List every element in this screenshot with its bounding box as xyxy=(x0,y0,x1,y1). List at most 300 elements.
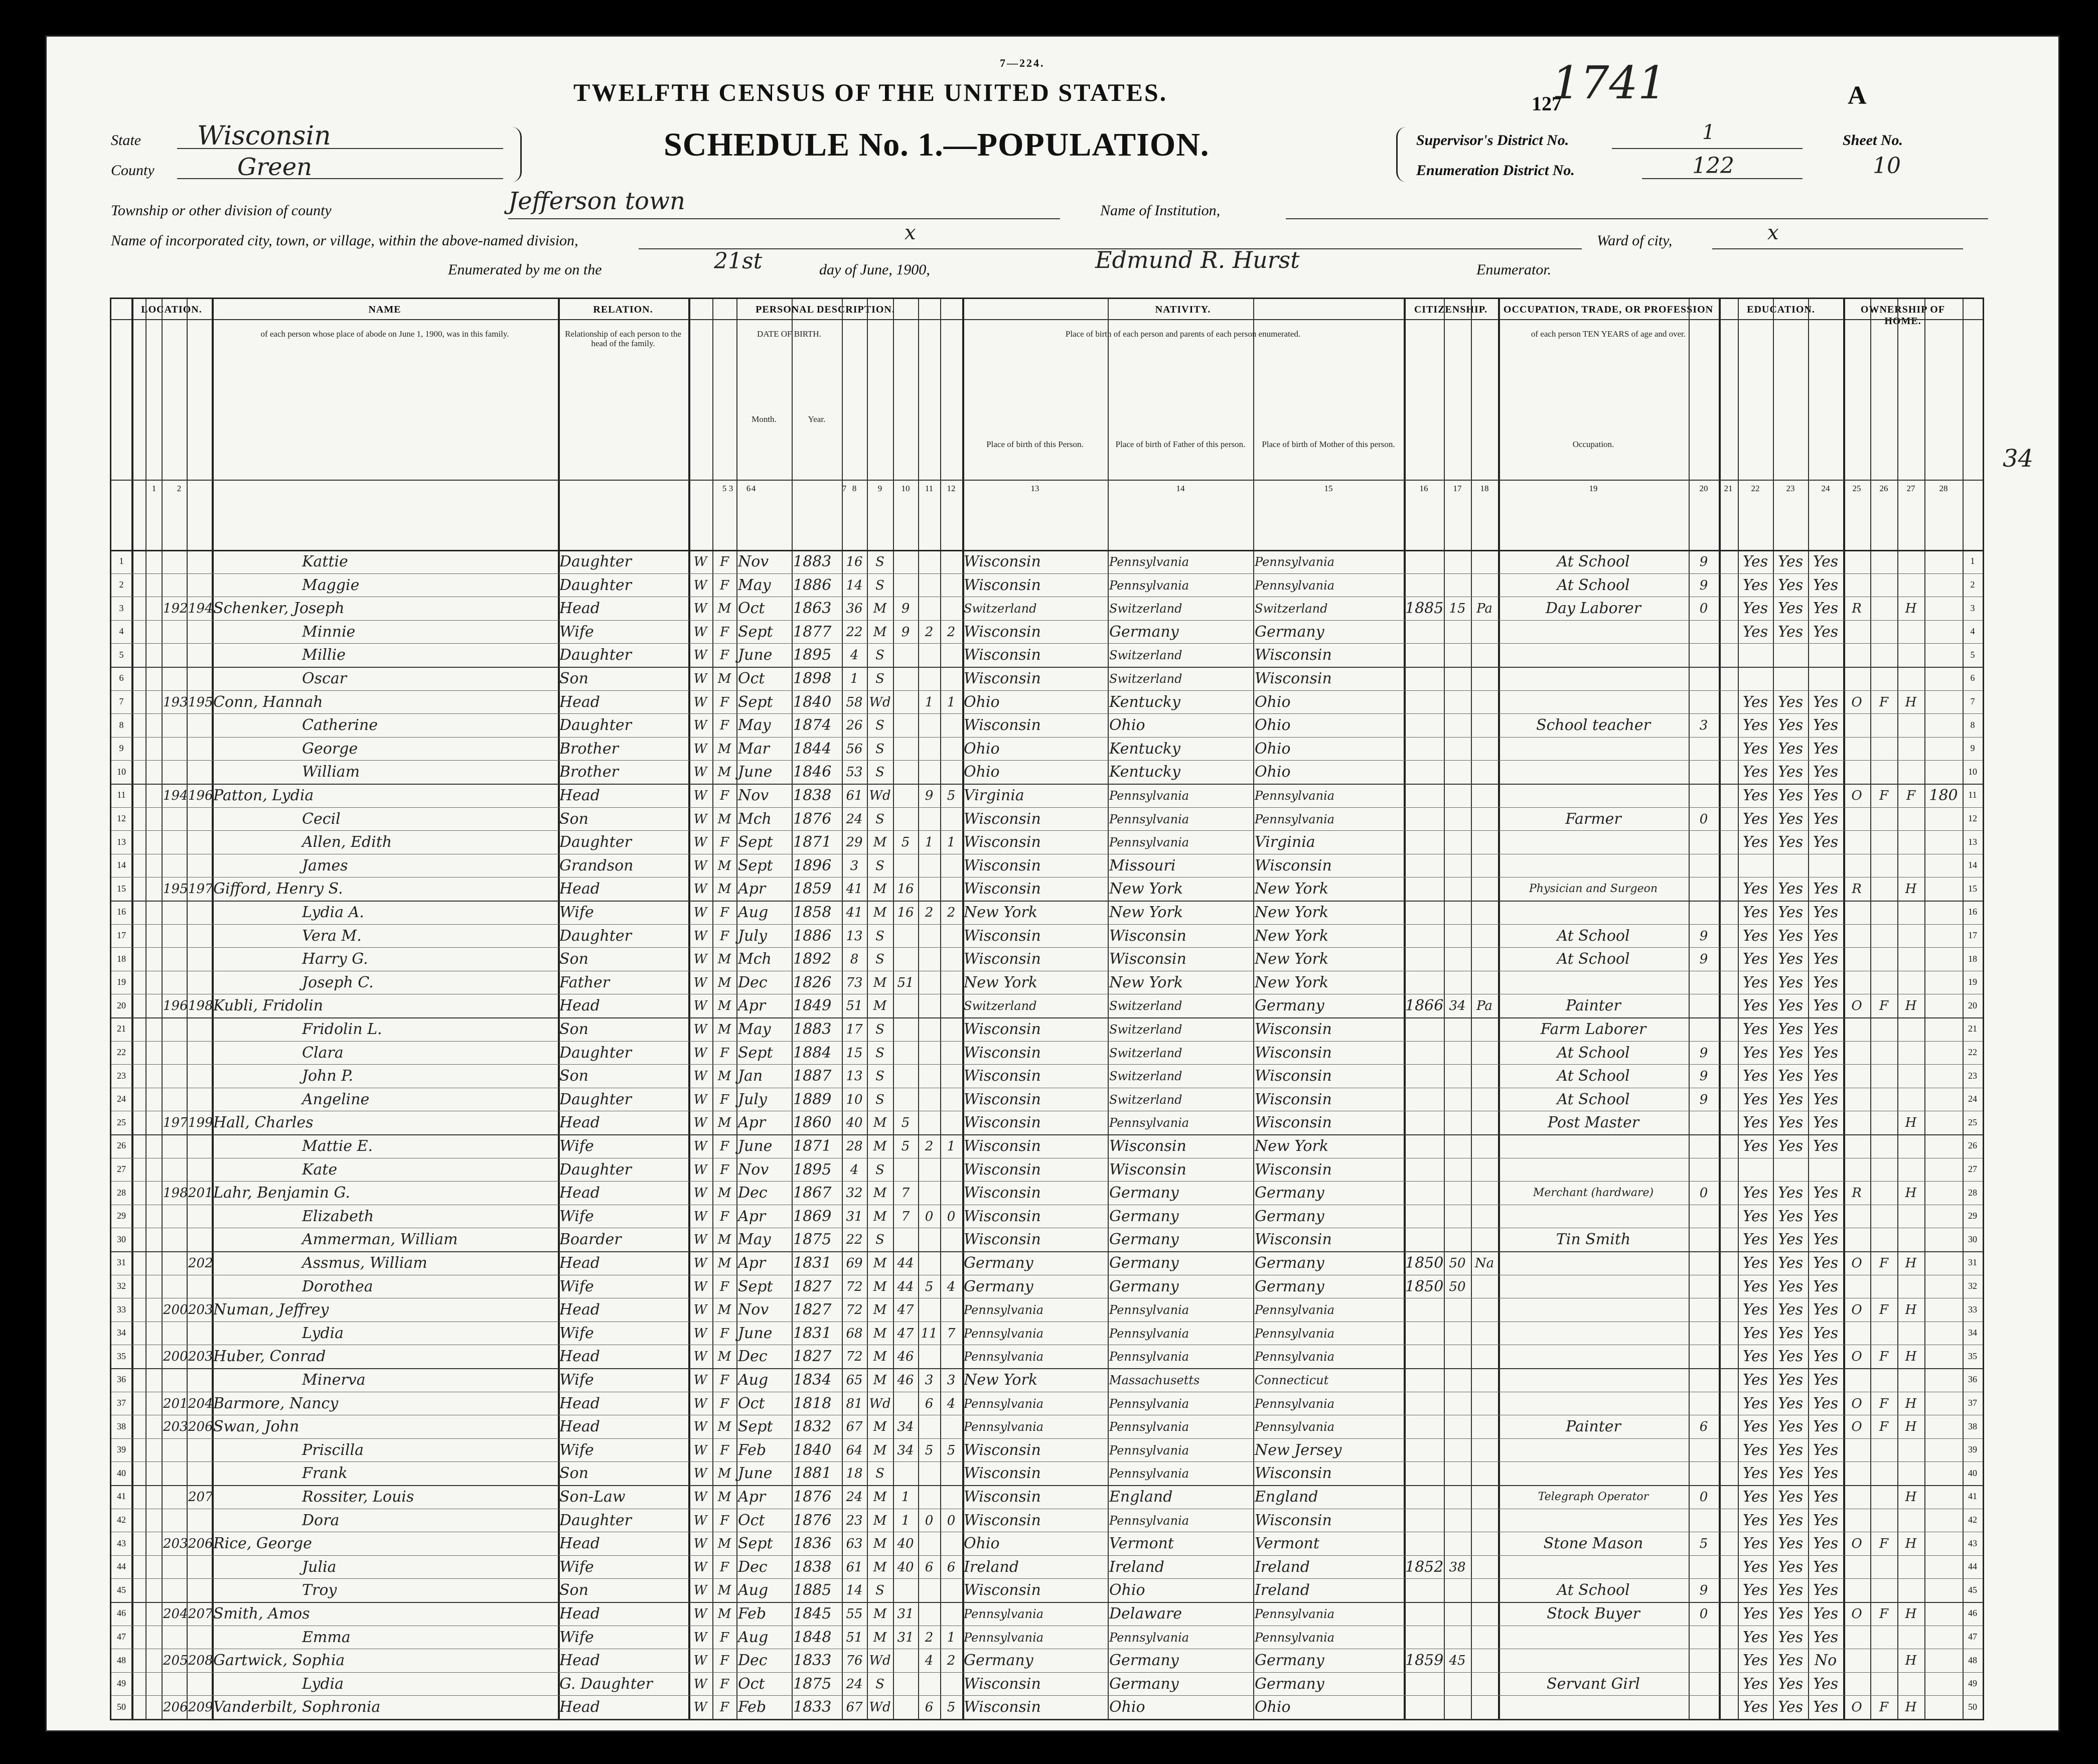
cell-rd: Yes xyxy=(1742,1558,1768,1576)
cell-cl xyxy=(942,1604,961,1626)
cell-occ: Painter xyxy=(1566,997,1621,1015)
cell-rel: Wife xyxy=(559,1324,594,1342)
row-number: 32 xyxy=(1968,1280,1977,1291)
cell-c: W xyxy=(693,1326,707,1341)
column-number: 9 xyxy=(877,484,882,493)
cell-yr xyxy=(1445,692,1469,714)
cell-name: Lydia xyxy=(302,1324,344,1342)
cell-c: W xyxy=(693,1490,707,1505)
cell-c: W xyxy=(693,788,707,803)
cell-m: Sept xyxy=(738,856,773,874)
row-rule xyxy=(111,1251,1983,1252)
cell-own xyxy=(1845,762,1869,784)
cell-fb: Delaware xyxy=(1109,1605,1182,1623)
column-number: 3 xyxy=(728,484,733,493)
cell-c: W xyxy=(693,811,707,827)
cell-yr xyxy=(1445,926,1469,948)
row-number: 20 xyxy=(1968,1000,1977,1010)
supervisor-value: 1 xyxy=(1702,121,1715,144)
cell-own xyxy=(1845,856,1869,877)
cell-sch xyxy=(1926,1253,1961,1275)
cell-pb: New York xyxy=(964,904,1037,921)
cell-mb: Ohio xyxy=(1255,716,1291,734)
cell-en xyxy=(1810,1160,1842,1182)
cell-pb: Wisconsin xyxy=(964,1137,1041,1155)
cell-name: Barmore, Nancy xyxy=(213,1394,339,1412)
cell-im xyxy=(1405,575,1442,597)
cell-c: W xyxy=(693,952,707,967)
cell-pb: Wisconsin xyxy=(964,1698,1041,1716)
institution-label: Name of Institution, xyxy=(1100,202,1221,219)
cell-cl: 2 xyxy=(947,624,956,640)
column-number: 28 xyxy=(1939,484,1948,493)
cell-my: 44 xyxy=(897,1279,914,1294)
cell-pb: Wisconsin xyxy=(964,1044,1041,1062)
cell-en: Yes xyxy=(1813,1628,1839,1646)
cell-cl xyxy=(942,973,961,994)
cell-nat xyxy=(1472,1136,1496,1158)
row-number: 4 xyxy=(1970,626,1975,637)
cell-fr: F xyxy=(1879,1256,1889,1271)
cell-cl xyxy=(942,1090,961,1111)
cell-fr: F xyxy=(1879,998,1889,1014)
cell-en: Yes xyxy=(1813,1371,1839,1389)
cell-hs xyxy=(1899,1043,1923,1065)
cell-mo xyxy=(1690,1370,1717,1392)
cell-sch xyxy=(1926,622,1961,644)
cell-fb: Pennsylvania xyxy=(1109,812,1189,826)
row-rule xyxy=(111,1719,1983,1720)
column-group-title: NAME xyxy=(368,304,401,315)
cell-yr xyxy=(1445,1370,1469,1392)
cell-rd: Yes xyxy=(1742,740,1768,758)
column-number: 12 xyxy=(947,484,956,493)
cell-rd: Yes xyxy=(1742,1628,1768,1646)
ward-underline xyxy=(1712,248,1963,249)
cell-cl xyxy=(942,1043,961,1065)
cell-my xyxy=(894,1580,917,1602)
cell-ch xyxy=(920,715,939,737)
row-number: 2 xyxy=(119,579,124,590)
cell-en: Yes xyxy=(1813,810,1839,828)
cell-rd: Yes xyxy=(1742,576,1768,594)
cell-hs xyxy=(1899,832,1923,854)
cell-my xyxy=(894,762,917,784)
cell-own xyxy=(1845,903,1869,924)
cell-occ: Telegraph Operator xyxy=(1538,1491,1649,1503)
row-number: 13 xyxy=(117,836,126,847)
row-number: 49 xyxy=(117,1678,126,1689)
cell-y: 1886 xyxy=(793,576,832,594)
cell-ms: Wd xyxy=(869,694,891,710)
row-number: 5 xyxy=(119,649,124,660)
row-number: 23 xyxy=(1968,1070,1977,1081)
cell-occ: At School xyxy=(1557,1044,1630,1062)
row-number: 12 xyxy=(117,813,126,823)
cell-hs: H xyxy=(1905,1419,1917,1435)
cell-ms: M xyxy=(873,975,887,990)
cell-fb: Germany xyxy=(1109,623,1179,641)
cell-y: 1849 xyxy=(793,997,832,1015)
cell-rd: Yes xyxy=(1742,787,1768,804)
cell-mo xyxy=(1690,832,1717,854)
cell-occ: Farm Laborer xyxy=(1540,1020,1646,1038)
row-number: 41 xyxy=(1968,1491,1977,1502)
cell-own xyxy=(1845,739,1869,761)
cell-name: Priscilla xyxy=(302,1441,364,1459)
cell-sch xyxy=(1926,575,1961,597)
cell-ch xyxy=(920,1674,939,1696)
cell-ms: Wd xyxy=(869,1700,891,1715)
cell-occ xyxy=(1500,786,1687,807)
cell-rd: Yes xyxy=(1742,1207,1768,1225)
cell-cl: 1 xyxy=(947,694,956,710)
cell-hs xyxy=(1899,1019,1923,1041)
cell-m: Apr xyxy=(738,1254,766,1272)
cell-cl: 2 xyxy=(947,905,956,920)
cell-im xyxy=(1405,692,1442,714)
cell-mo: 9 xyxy=(1699,952,1708,967)
cell-ch: 3 xyxy=(925,1373,934,1388)
cell-fr xyxy=(1872,1628,1896,1649)
cell-sch xyxy=(1926,1534,1961,1555)
cell-wr: Yes xyxy=(1777,1020,1804,1038)
cell-im xyxy=(1405,622,1442,644)
row-number: 24 xyxy=(117,1094,126,1104)
cell-d: 198 xyxy=(163,1186,188,1201)
cell-mb: Germany xyxy=(1255,997,1324,1015)
cell-occ xyxy=(1500,1557,1687,1579)
cell-en: Yes xyxy=(1813,623,1839,641)
cell-a: 76 xyxy=(846,1653,863,1669)
cell-ch: 1 xyxy=(925,835,934,850)
cell-m: Oct xyxy=(738,1675,765,1693)
cell-fb: Ohio xyxy=(1109,1581,1145,1599)
cell-mo xyxy=(1690,1324,1717,1345)
cell-ch: 2 xyxy=(925,1630,934,1645)
cell-ch xyxy=(920,879,939,901)
cell-en: Yes xyxy=(1813,787,1839,804)
cell-rel: Daughter xyxy=(559,927,632,945)
group-rule xyxy=(1719,299,1721,1719)
cell-f: 195 xyxy=(188,694,213,710)
cell-yr xyxy=(1445,645,1469,667)
cell-a: 13 xyxy=(846,928,863,944)
cell-mb: Pennsylvania xyxy=(1255,1607,1335,1621)
cell-my xyxy=(894,715,917,737)
cell-wr: Yes xyxy=(1777,787,1804,804)
column-number: 8 xyxy=(852,484,857,493)
cell-my: 16 xyxy=(897,905,914,920)
cell-im xyxy=(1405,856,1442,877)
cell-m: Oct xyxy=(738,600,765,618)
cell-hs: H xyxy=(1905,1302,1917,1318)
cell-m: Nov xyxy=(738,1301,769,1319)
cell-sch xyxy=(1926,1604,1961,1626)
cell-name: Ammerman, William xyxy=(302,1231,458,1249)
column-number: 24 xyxy=(1821,484,1830,493)
cell-y: 1876 xyxy=(793,1511,832,1529)
cell-cl: 1 xyxy=(947,835,956,850)
cell-fr xyxy=(1872,1207,1896,1228)
cell-f xyxy=(188,856,210,877)
cell-ms: S xyxy=(875,741,884,757)
cell-wr: Yes xyxy=(1777,1441,1804,1459)
cell-cl: 6 xyxy=(947,1559,956,1575)
column-group-title: OWNERSHIP OF HOME. xyxy=(1860,304,1945,327)
cell-pb: Pennsylvania xyxy=(964,1630,1044,1645)
cell-en: Yes xyxy=(1813,1020,1839,1038)
cell-d xyxy=(163,669,185,690)
cell-mb: Ohio xyxy=(1255,763,1291,781)
row-number: 38 xyxy=(117,1421,126,1431)
cell-own: O xyxy=(1851,1700,1862,1715)
cell-wr: Yes xyxy=(1777,553,1804,570)
cell-ch xyxy=(920,762,939,784)
cell-s: F xyxy=(719,1559,729,1575)
cell-hs xyxy=(1899,1674,1923,1696)
cell-im xyxy=(1405,1394,1442,1415)
row-number: 33 xyxy=(1968,1304,1977,1314)
cell-hs xyxy=(1899,1511,1923,1532)
cell-pb: Wisconsin xyxy=(964,856,1041,874)
cell-fr xyxy=(1872,715,1896,737)
cell-nat xyxy=(1472,1066,1496,1088)
cell-ms: Wd xyxy=(869,788,891,803)
cell-name: Julia xyxy=(302,1558,337,1576)
cell-a: 4 xyxy=(850,1162,859,1178)
cell-mb: Pennsylvania xyxy=(1255,812,1335,826)
row-number: 4 xyxy=(119,626,124,637)
cell-nat xyxy=(1472,1347,1496,1368)
cell-cl xyxy=(942,762,961,784)
cell-cl xyxy=(942,1417,961,1438)
cell-rel: Wife xyxy=(559,1207,594,1225)
cell-mo xyxy=(1690,1277,1717,1298)
cell-en: Yes xyxy=(1813,880,1839,898)
cell-mb: Wisconsin xyxy=(1255,856,1332,874)
cell-my xyxy=(894,1394,917,1415)
row-number: 12 xyxy=(1968,813,1977,823)
cell-ms: M xyxy=(873,624,887,640)
cell-m: Sept xyxy=(738,693,773,711)
column-rule xyxy=(1471,299,1472,1719)
column-rule xyxy=(1808,299,1809,1719)
cell-yr xyxy=(1445,786,1469,807)
cell-fr xyxy=(1872,1090,1896,1111)
cell-own xyxy=(1845,1511,1869,1532)
township-underline xyxy=(508,218,1060,219)
county-value: Green xyxy=(237,153,313,181)
cell-name: Conn, Hannah xyxy=(213,693,323,711)
cell-own xyxy=(1845,1277,1869,1298)
cell-wr: Yes xyxy=(1777,1114,1804,1132)
cell-c: W xyxy=(693,998,707,1014)
cell-m: June xyxy=(738,1137,773,1155)
cell-a: 51 xyxy=(846,1630,863,1645)
cell-en: Yes xyxy=(1813,973,1839,991)
county-underline xyxy=(177,178,503,179)
cell-fr xyxy=(1872,1019,1896,1041)
cell-en: Yes xyxy=(1813,833,1839,851)
cell-rel: Daughter xyxy=(559,833,632,851)
cell-rel: Grandson xyxy=(559,856,634,874)
cell-m: Dec xyxy=(738,973,768,991)
cell-mb: Wisconsin xyxy=(1255,1044,1332,1062)
cell-rel: Wife xyxy=(559,1628,594,1646)
cell-c: W xyxy=(693,905,707,920)
cell-hs xyxy=(1899,1160,1923,1182)
row-number: 48 xyxy=(117,1655,126,1665)
cell-en: Yes xyxy=(1813,1254,1839,1272)
row-rule xyxy=(111,573,1983,574)
cell-rel: Daughter xyxy=(559,646,632,664)
cell-my: 34 xyxy=(897,1419,914,1435)
cell-own: O xyxy=(1851,1419,1862,1435)
cell-cl xyxy=(942,1347,961,1368)
cell-nat xyxy=(1472,879,1496,901)
cell-mb: Pennsylvania xyxy=(1255,578,1335,593)
cell-ch: 6 xyxy=(925,1700,934,1715)
cell-y: 1883 xyxy=(793,1020,832,1038)
cell-occ xyxy=(1500,832,1687,854)
institution-underline xyxy=(1286,218,1988,219)
cell-wr xyxy=(1774,669,1807,690)
cell-ms: S xyxy=(875,1045,884,1061)
cell-fb: Germany xyxy=(1109,1277,1179,1295)
cell-c: W xyxy=(693,1513,707,1528)
row-number: 45 xyxy=(117,1584,126,1595)
cell-nat xyxy=(1472,715,1496,737)
cell-mo: 0 xyxy=(1699,1186,1708,1201)
cell-mb: England xyxy=(1255,1488,1318,1506)
cell-en: Yes xyxy=(1813,1394,1839,1412)
cell-name: Lydia A. xyxy=(302,904,364,921)
cell-mb: Pennsylvania xyxy=(1255,1303,1335,1317)
cell-ms: S xyxy=(875,765,884,780)
cell-a: 10 xyxy=(846,1092,863,1107)
cell-fr xyxy=(1872,1651,1896,1672)
cell-d xyxy=(163,1674,185,1696)
cell-mb: Germany xyxy=(1255,623,1324,641)
cell-s: M xyxy=(717,1232,731,1248)
cell-mo xyxy=(1690,786,1717,807)
cell-hs: F xyxy=(1906,788,1916,803)
cell-own xyxy=(1845,669,1869,690)
cell-sch xyxy=(1926,1324,1961,1345)
row-number: 2 xyxy=(1970,579,1975,590)
cell-mo xyxy=(1690,645,1717,667)
column-rule xyxy=(1444,299,1445,1719)
cell-wr: Yes xyxy=(1777,1581,1804,1599)
cell-fb: New York xyxy=(1109,904,1183,921)
cell-fb: Switzerland xyxy=(1109,1069,1182,1084)
cell-cl xyxy=(942,879,961,901)
cell-a: 32 xyxy=(846,1186,863,1201)
cell-s: M xyxy=(717,1583,731,1598)
cell-name: Smith, Amos xyxy=(213,1605,310,1623)
cell-a: 61 xyxy=(846,1559,863,1575)
cell-y: 1858 xyxy=(793,904,832,921)
cell-fr xyxy=(1872,552,1896,573)
cell-name: Minnie xyxy=(302,623,356,641)
cell-name: Allen, Edith xyxy=(302,833,392,851)
cell-ch: 9 xyxy=(925,788,934,803)
cell-mo: 0 xyxy=(1699,601,1708,617)
cell-m: Aug xyxy=(738,1371,769,1389)
cell-mo xyxy=(1690,879,1717,901)
cell-mb: Germany xyxy=(1255,1652,1324,1670)
cell-hs: H xyxy=(1905,1115,1917,1131)
row-number: 43 xyxy=(1968,1538,1977,1548)
cell-m: Mar xyxy=(738,740,770,758)
cell-occ: At School xyxy=(1557,950,1630,968)
cell-occ xyxy=(1500,739,1687,761)
cell-rd xyxy=(1739,669,1771,690)
cell-pb: Wisconsin xyxy=(964,950,1041,968)
cell-pb: Wisconsin xyxy=(964,553,1041,570)
cell-fb: Massachusetts xyxy=(1109,1373,1200,1387)
cell-c: W xyxy=(693,1162,707,1178)
cell-own xyxy=(1845,1628,1869,1649)
cell-hs: H xyxy=(1905,1700,1917,1715)
cell-d xyxy=(163,1557,185,1579)
cell-nat xyxy=(1472,949,1496,971)
cell-ch xyxy=(920,1019,939,1041)
cell-pb: Germany xyxy=(964,1652,1033,1670)
cell-f xyxy=(188,1230,210,1251)
cell-mb: Wisconsin xyxy=(1255,670,1332,687)
cell-a: 41 xyxy=(846,881,863,897)
cell-fr xyxy=(1872,1370,1896,1392)
cell-pb: New York xyxy=(964,1371,1037,1389)
row-rule xyxy=(111,690,1983,691)
cell-mb: Ohio xyxy=(1255,693,1291,711)
row-number: 35 xyxy=(117,1351,126,1361)
row-rule xyxy=(111,784,1983,785)
cell-s: M xyxy=(717,811,731,827)
cell-pb: Pennsylvania xyxy=(964,1303,1044,1317)
cell-ms: M xyxy=(873,1209,887,1224)
column-group-title: OCCUPATION, TRADE, OR PROFESSION xyxy=(1503,304,1714,315)
cell-en: Yes xyxy=(1813,1535,1839,1553)
cell-y: 1874 xyxy=(793,716,832,734)
cell-f xyxy=(188,1674,210,1696)
cell-nat xyxy=(1472,1230,1496,1251)
cell-f xyxy=(188,1160,210,1182)
cell-occ xyxy=(1500,1160,1687,1182)
cell-y: 1834 xyxy=(793,1371,832,1389)
cell-sch: 180 xyxy=(1929,787,1958,804)
cell-d xyxy=(163,1160,185,1182)
cell-fb: Pennsylvania xyxy=(1109,1350,1189,1364)
row-number: 36 xyxy=(1968,1374,1977,1385)
cell-ch xyxy=(920,1066,939,1088)
cell-wr: Yes xyxy=(1777,1628,1804,1646)
row-rule xyxy=(111,947,1983,948)
cell-fr xyxy=(1872,903,1896,924)
cell-nat xyxy=(1472,1487,1496,1509)
cell-rd: Yes xyxy=(1742,1652,1768,1670)
cell-en: Yes xyxy=(1813,950,1839,968)
cell-name: Dorothea xyxy=(302,1277,373,1295)
cell-d: 205 xyxy=(163,1653,188,1669)
cell-fb: Germany xyxy=(1109,1675,1179,1693)
cell-f: 208 xyxy=(188,1653,213,1669)
cell-hs xyxy=(1899,645,1923,667)
cell-rel: Head xyxy=(559,1418,601,1436)
cell-fr xyxy=(1872,1160,1896,1182)
